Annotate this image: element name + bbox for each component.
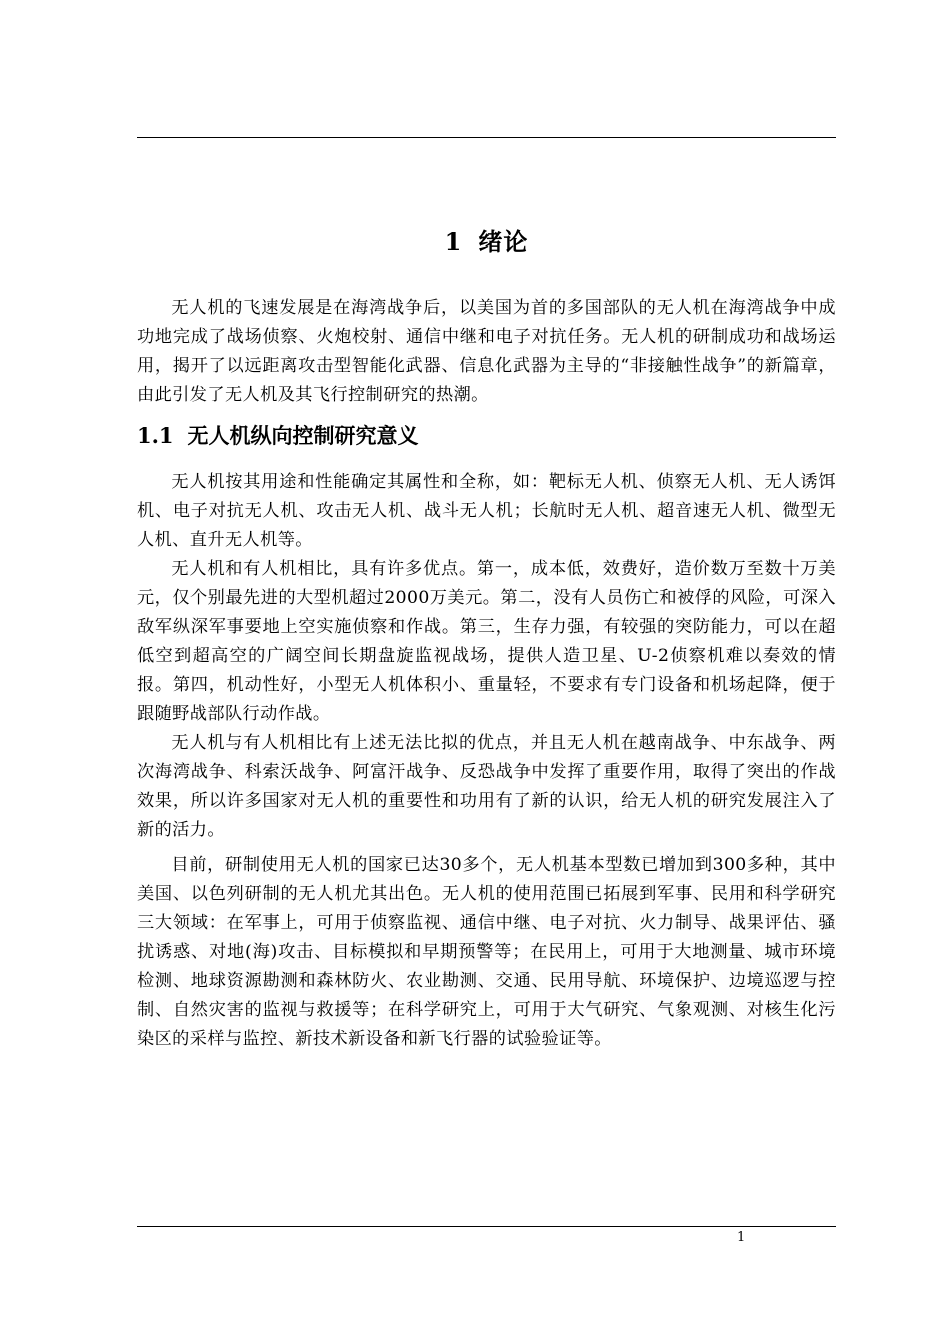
- page-content: [137, 224, 836, 1054]
- section-heading: [137, 420, 836, 452]
- chapter-title: 绪论: [478, 227, 529, 256]
- footer-rule: [137, 1226, 836, 1227]
- chapter-number: 1: [444, 227, 463, 256]
- body-paragraph: 目前，研制使用无人机的国家已达30多个，无人机基本型数已增加到300多种，其中美国、以色列研制的无人机尤其出色。无人机的使用范围已拓展到军事、民用和科学研究三大领域：在军事上，可用于侦察监视、通信中继、电子对抗、火力制导、战果评估、骚扰诱惑、对地(海)攻击、目标模拟和早期预警等；在民用上，可用于大地测量、城市环境检测、地球资源勘测和森林防火、农业勘测、交通、民用导航、环境保护、边境巡逻与控制、自然灾害的监视与救援等；在科学研究上，可用于大气研究、气象观测、对核生化污染区的采样与监控、新技术新设备和新飞行器的试验验证等。: [137, 855, 836, 1049]
- header-rule: [137, 137, 836, 138]
- page-number: 1: [737, 1230, 746, 1245]
- body-paragraph: 无人机按其用途和性能确定其属性和全称，如：靶标无人机、侦察无人机、无人诱饵机、电子对抗无人机、攻击无人机、战斗无人机；长航时无人机、超音速无人机、微型无人机、直升无人机等。: [137, 472, 836, 550]
- section-title: 无人机纵向控制研究意义: [187, 423, 419, 448]
- body-paragraph: 无人机和有人机相比，具有许多优点。第一，成本低，效费好，造价数万至数十万美元，仅个别最先进的大型机超过2000万美元。第二，没有人员伤亡和被俘的风险，可深入敌军纵深军事要地上空实施侦察和作战。第三，生存力强，有较强的突防能力，可以在超低空到超高空的广阔空间长期盘旋监视战场，提供人造卫星、U-2侦察机难以奏效的情报。第四，机动性好，小型无人机体积小、重量轻，不要求有专门设备和机场起降，便于跟随野战部队行动作战。: [137, 559, 836, 724]
- body-paragraph: 无人机与有人机相比有上述无法比拟的优点，并且无人机在越南战争、中东战争、两次海湾战争、科索沃战争、阿富汗战争、反恐战争中发挥了重要作用，取得了突出的作战效果，所以许多国家对无人机的重要性和功用有了新的认识，给无人机的研究发展注入了新的活力。: [137, 733, 836, 840]
- chapter-heading: [137, 224, 836, 260]
- intro-paragraph: 无人机的飞速发展是在海湾战争后，以美国为首的多国部队的无人机在海湾战争中成功地完成了战场侦察、火炮校射、通信中继和电子对抗任务。无人机的研制成功和战场运用，揭开了以远距离攻击型智能化武器、信息化武器为主导的“非接触性战争”的新篇章，由此引发了无人机及其飞行控制研究的热潮。: [137, 298, 836, 405]
- section-number: 1.1: [137, 423, 174, 448]
